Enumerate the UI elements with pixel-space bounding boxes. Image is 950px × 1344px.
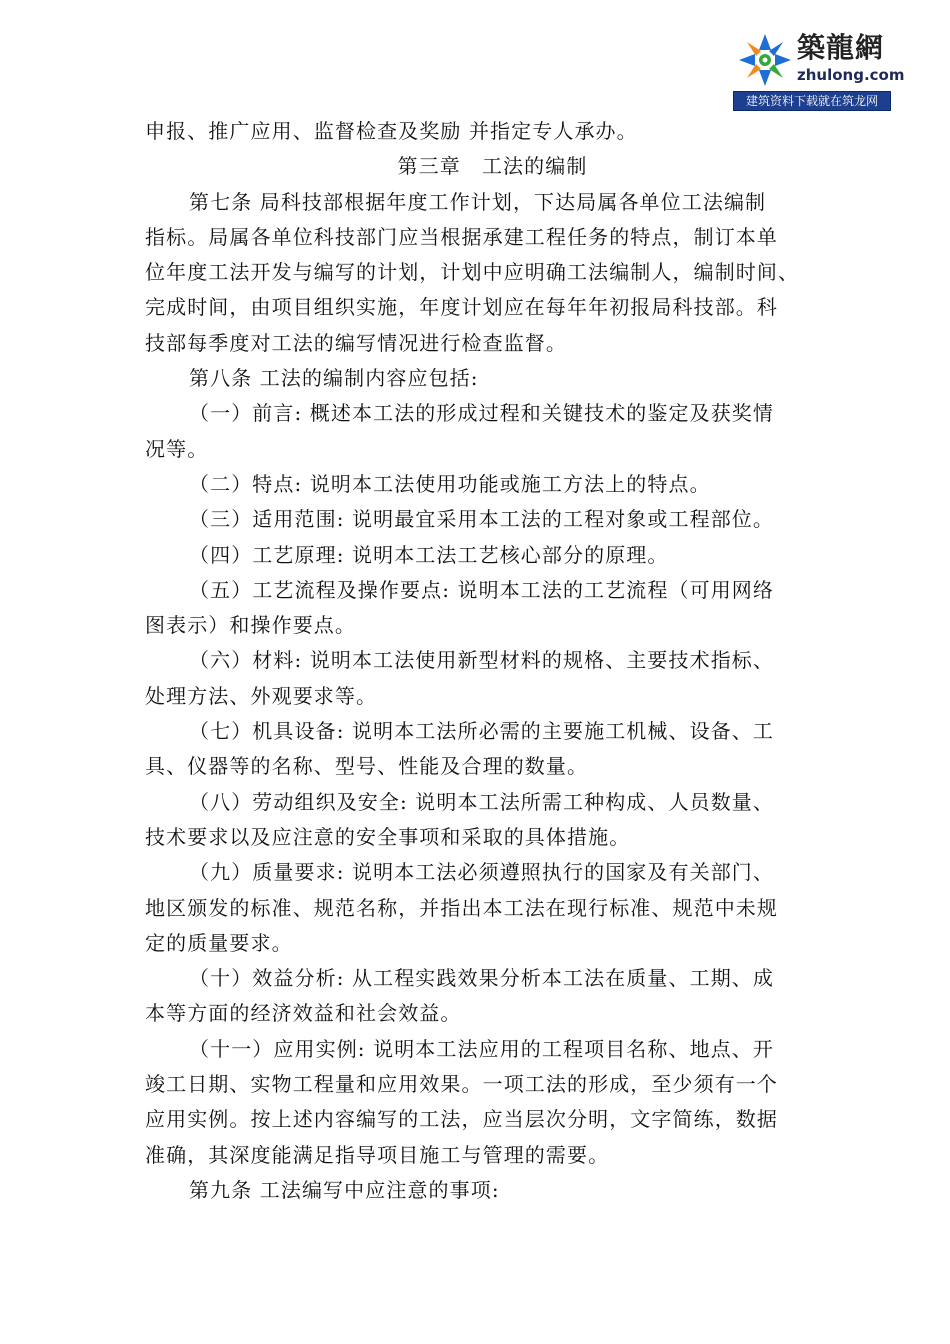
text-line: 技部每季度对工法的编写情况进行检查监督。 [145,330,567,355]
text-line: （六）材料: 说明本工法使用新型材料的规格、主要技术指标、 [189,648,774,673]
text-line: 本等方面的经济效益和社会效益。 [145,1001,462,1026]
text-line: （四）工艺原理: 说明本工法工艺核心部分的原理。 [189,542,669,567]
logo-name-en: zhulong.com [797,66,905,84]
text-line: 完成时间，由项目组织实施，年度计划应在每年年初报局科技部。科 [145,295,778,320]
logo-name-cn: 築龍網 [797,31,885,64]
text-line: （十一）应用实例: 说明本工法应用的工程项目名称、地点、开 [189,1036,774,1061]
text-line: 处理方法、外观要求等。 [145,683,378,708]
logo-slogan: 建筑资料下载就在筑龙网 [733,91,891,111]
text-line: 应用实例。按上述内容编写的工法，应当层次分明，文字简练，数据 [145,1107,778,1132]
text-line: 第八条 工法的编制内容应包括: [189,366,479,391]
text-line: （十）效益分析: 从工程实践效果分析本工法在质量、工期、成 [189,966,774,991]
chapter-heading: 第三章 工法的编制 [397,154,588,179]
text-line: 准确，其深度能满足指导项目施工与管理的需要。 [145,1142,610,1167]
text-line: 地区颁发的标准、规范名称，并指出本工法在现行标准、规范中未规 [145,895,778,920]
logo-top [733,28,905,90]
zhulong-logo [733,28,905,112]
text-line: （八）劳动组织及安全: 说明本工法所需工种构成、人员数量、 [189,789,774,814]
text-line: 技术要求以及应注意的安全事项和采取的具体措施。 [145,824,631,849]
document-body [145,114,810,1208]
text-line: 申报、推广应用、监督检查及奖励 并指定专人承办。 [145,119,638,143]
text-line: （二）特点: 说明本工法使用功能或施工方法上的特点。 [189,471,711,496]
text-line: 第七条 局科技部根据年度工作计划，下达局属各单位工法编制 [189,189,767,214]
text-line: 具、仪器等的名称、型号、性能及合理的数量。 [145,754,589,779]
text-line: （一）前言: 概述本工法的形成过程和关键技术的鉴定及获奖情 [189,401,774,426]
text-line: 定的质量要求。 [145,930,293,955]
text-line: 第九条 工法编写中应注意的事项: [189,1177,500,1202]
text-line: 指标。局属各单位科技部门应当根据承建工程任务的特点，制订本单 [145,224,778,249]
text-line: （九）质量要求: 说明本工法必须遵照执行的国家及有关部门、 [189,860,774,885]
zhulong-snowflake-logo-icon [737,32,793,88]
text-line: 位年度工法开发与编写的计划，计划中应明确工法编制人，编制时间、 [145,260,800,285]
text-line: 图表示）和操作要点。 [145,613,356,638]
text-line: （三）适用范围: 说明最宜采用本工法的工程对象或工程部位。 [189,507,774,532]
text-line: （七）机具设备: 说明本工法所必需的主要施工机械、设备、工 [189,719,774,744]
text-line: 况等。 [145,436,209,461]
text-line: （五）工艺流程及操作要点: 说明本工法的工艺流程（可用网络 [189,577,774,602]
text-line: 竣工日期、实物工程量和应用效果。一项工法的形成，至少须有一个 [145,1072,778,1097]
